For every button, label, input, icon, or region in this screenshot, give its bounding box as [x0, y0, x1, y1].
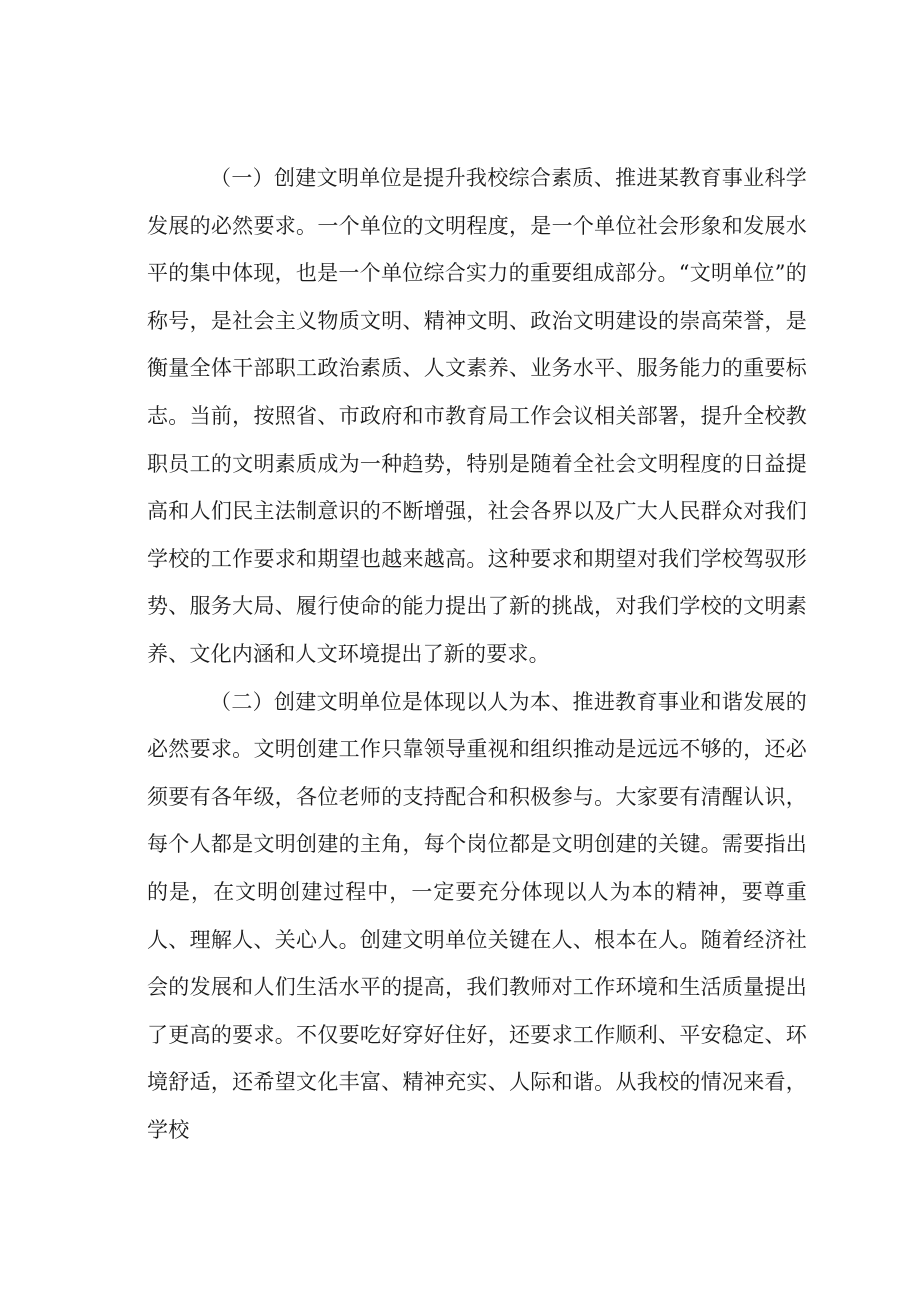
paragraph-1: （一）创建文明单位是提升我校综合素质、推进某教育事业科学发展的必然要求。一个单位的文明程度，是一个单位社会形象和发展水平的集中体现，也是一个单位综合实力的重要组成部分。“文明单位”的称号，是社会主义物质文明、精神文明、政治文明建设的崇高荣誉，是衡量全体干部职工政治素质、人文素养、业务水平、服务能力的重要标志。当前，按照省、市政府和市教育局工作会议相关部署，提升全校教职员工的文明素质成为一种趋势，特别是随着全社会文明程度的日益提高和人们民主法制意识的不断增强，社会各界以及广大人民群众对我们学校的工作要求和期望也越来越高。这种要求和期望对我们学校驾驭形势、服务大局、履行使命的能力提出了新的挑战，对我们学校的文明素养、文化内涵和人文环境提出了新的要求。: [147, 166, 807, 666]
document-body: [147, 155, 807, 1154]
paragraph-2: （二）创建文明单位是体现以人为本、推进教育事业和谐发展的必然要求。文明创建工作只靠领导重视和组织推动是远远不够的，还必须要有各年级，各位老师的支持配合和积极参与。大家要有清醒认识，每个人都是文明创建的主角，每个岗位都是文明创建的关键。需要指出的是，在文明创建过程中，一定要充分体现以人为本的精神，要尊重人、理解人、关心人。创建文明单位关键在人、根本在人。随着经济社会的发展和人们生活水平的提高，我们教师对工作环境和生活质量提出了更高的要求。不仅要吃好穿好住好，还要求工作顺利、平安稳定、环境舒适，还希望文化丰富、精神充实、人际和谐。从我校的情况来看，学校: [147, 689, 807, 1142]
